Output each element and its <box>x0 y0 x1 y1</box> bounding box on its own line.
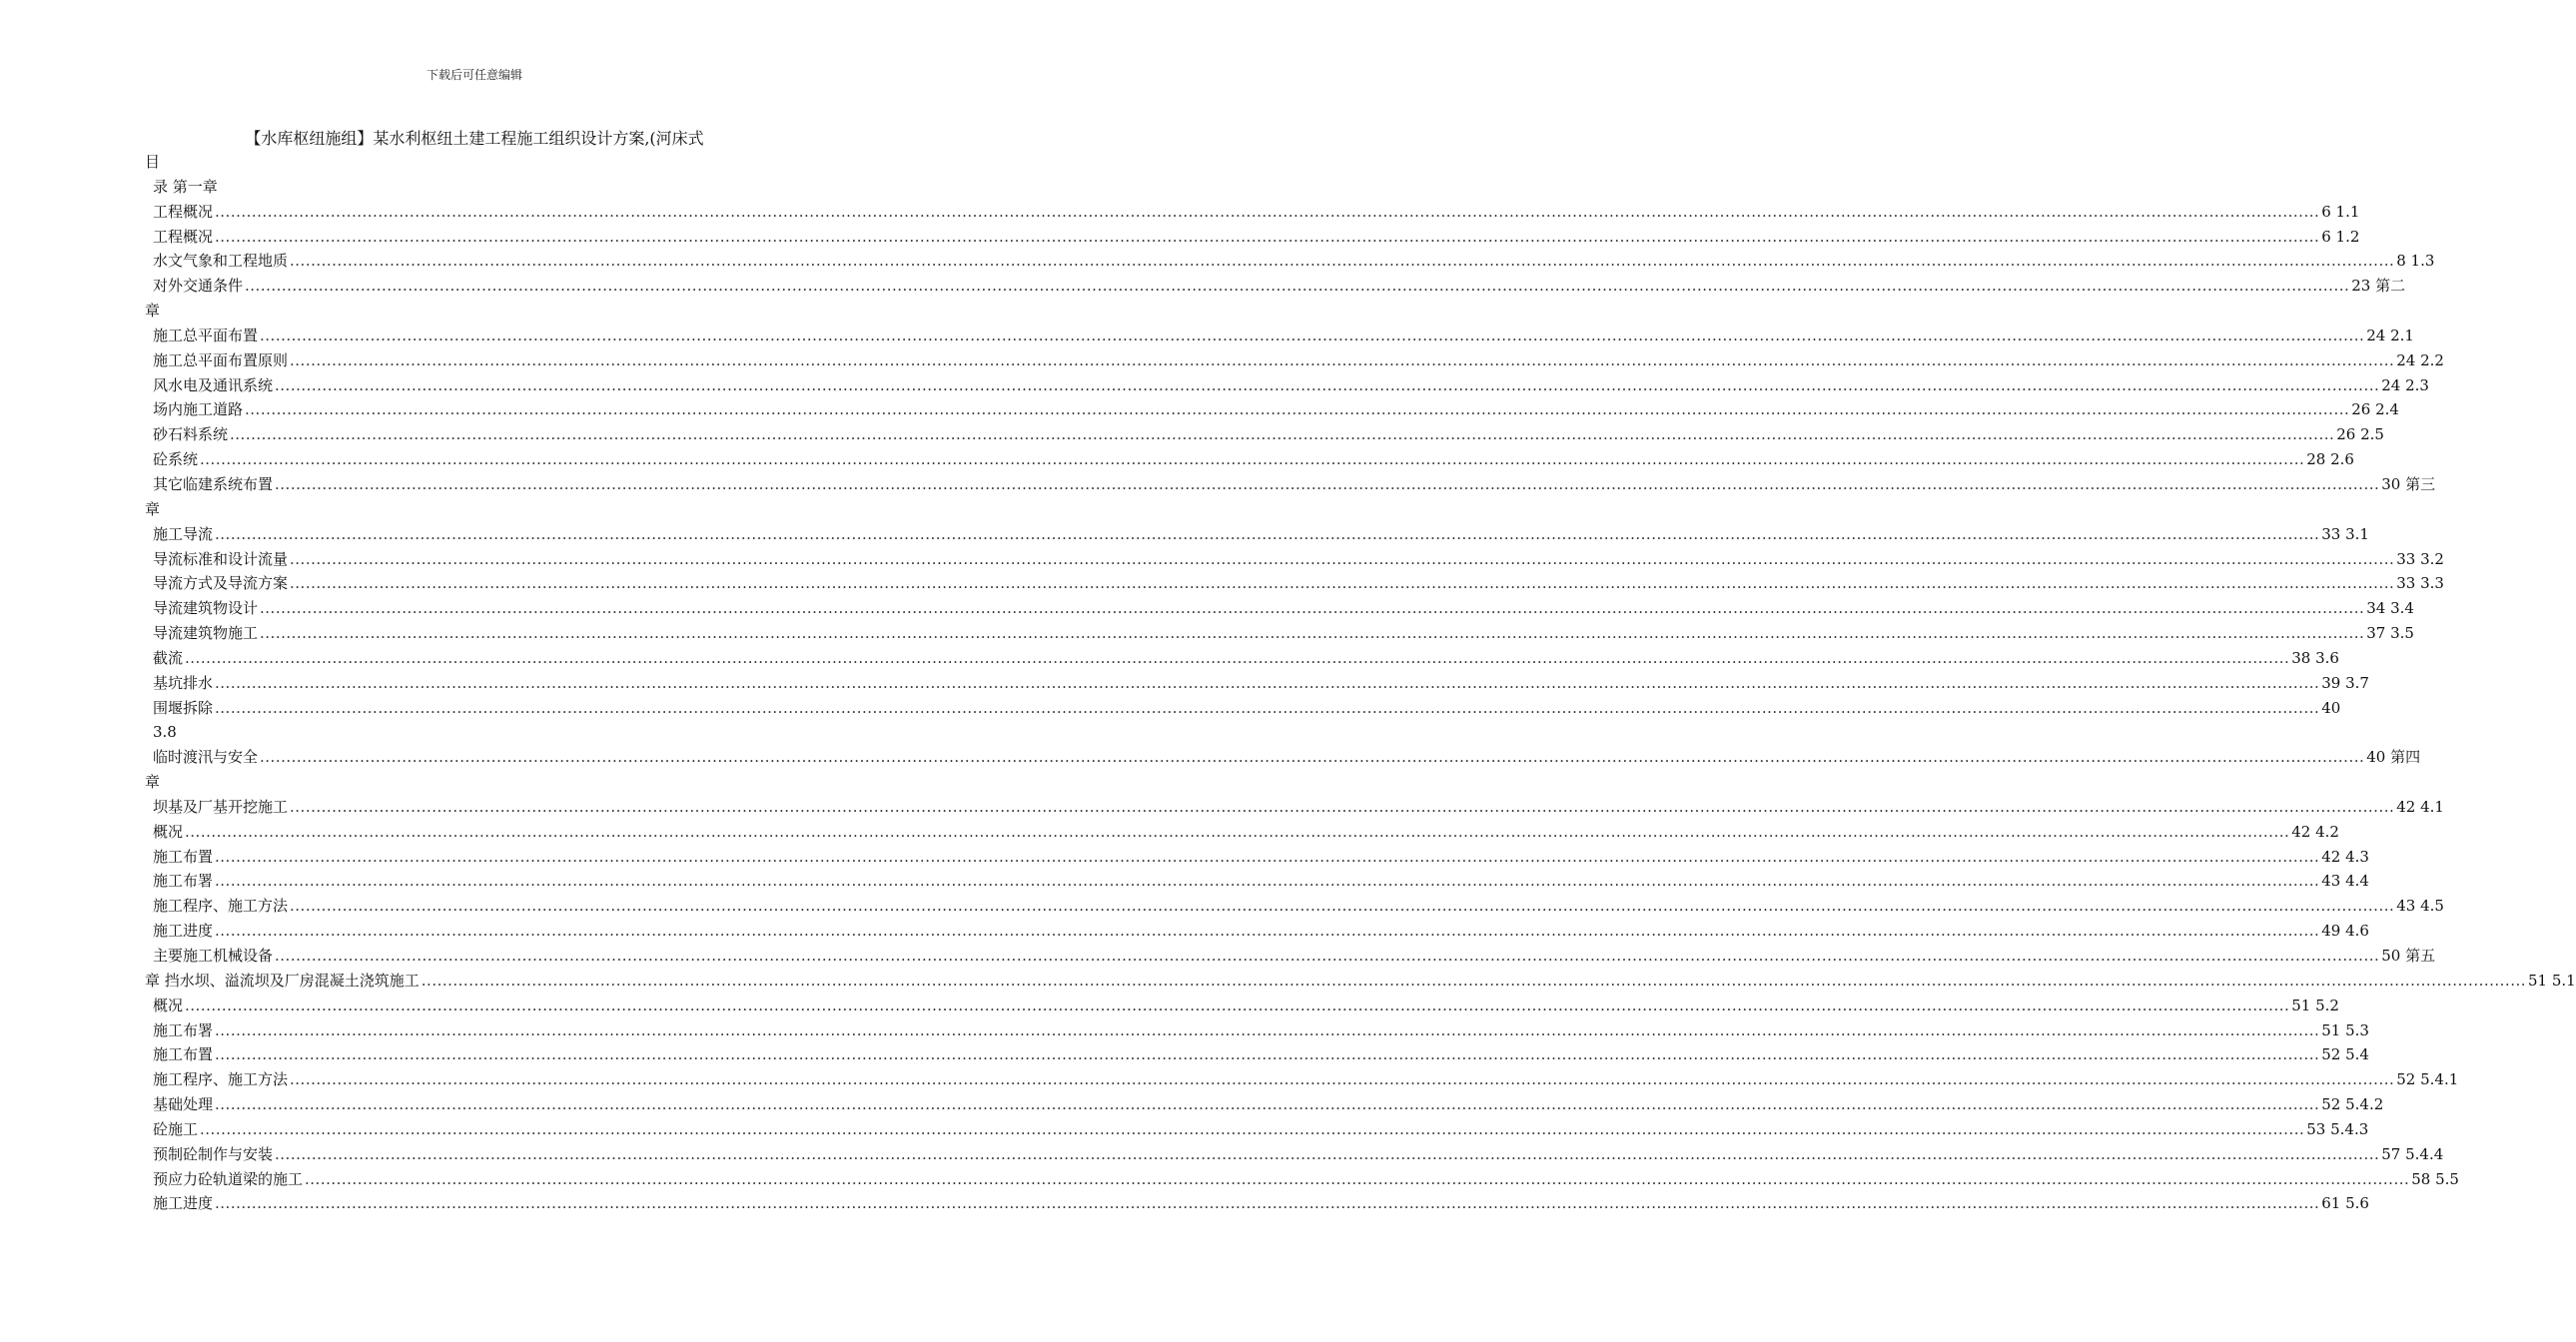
toc-leader-dots: ................................................................................................................................................................................................................................................................................................................................................................................................................ <box>290 252 2395 271</box>
toc-page-number: 8 1.3 <box>2394 249 2434 274</box>
toc-leader-dots: ................................................................................................................................................................................................................................................................................................................................................................................................................ <box>275 1144 2380 1163</box>
toc-page-number: 37 3.5 <box>2364 621 2414 646</box>
toc-leader-dots: ................................................................................................................................................................................................................................................................................................................................................................................................................ <box>305 1169 2410 1188</box>
toc-entry-title: 概况 <box>153 820 185 845</box>
toc-entry-title: 施工布署 <box>153 869 215 894</box>
toc-entry-title: 砼施工 <box>153 1117 200 1142</box>
toc-leader-dots: ................................................................................................................................................................................................................................................................................................................................................................................................................ <box>215 202 2320 221</box>
toc-entry <box>145 397 2399 422</box>
toc-entry <box>145 299 814 324</box>
toc-page-number: 52 5.4 <box>2319 1042 2369 1067</box>
toc-entry-title: 对外交通条件 <box>153 274 245 299</box>
toc-leader-dots: ................................................................................................................................................................................................................................................................................................................................................................................................................ <box>215 227 2320 246</box>
toc-leader-dots: ................................................................................................................................................................................................................................................................................................................................................................................................................ <box>215 1045 2320 1064</box>
toc-entry-title: 施工布置 <box>153 845 215 870</box>
toc-entry <box>145 522 2369 547</box>
toc-entry <box>145 324 2414 348</box>
toc-leader-dots: ................................................................................................................................................................................................................................................................................................................................................................................................................ <box>290 1070 2395 1089</box>
toc-leader-dots: ................................................................................................................................................................................................................................................................................................................................................................................................................ <box>215 847 2320 866</box>
toc-leader-dots: ................................................................................................................................................................................................................................................................................................................................................................................................................ <box>245 277 2350 296</box>
toc-page-number: 28 2.6 <box>2304 447 2354 472</box>
toc-entry <box>145 1042 2369 1067</box>
toc-page-number: 30 第三 <box>2379 472 2435 497</box>
toc-page-number: 24 2.2 <box>2394 348 2444 373</box>
toc-entry <box>145 994 2339 1018</box>
toc-page-number: 57 5.4.4 <box>2379 1142 2443 1167</box>
toc-page-number: 50 第五 <box>2379 944 2435 969</box>
toc-entry <box>145 571 2444 596</box>
toc-entry-title: 施工程序、施工方法 <box>153 1067 290 1092</box>
toc-leader-dots: ................................................................................................................................................................................................................................................................................................................................................................................................................ <box>215 872 2320 891</box>
toc-entry <box>145 596 2414 621</box>
toc-entry-title: 概况 <box>153 994 185 1018</box>
toc-entry-title: 导流建筑物施工 <box>153 621 260 646</box>
toc-page-number: 39 3.7 <box>2319 671 2369 696</box>
toc-entry-title: 施工导流 <box>153 522 215 547</box>
toc-leader-dots: ................................................................................................................................................................................................................................................................................................................................................................................................................ <box>185 996 2290 1014</box>
toc-leader-dots: ................................................................................................................................................................................................................................................................................................................................................................................................................ <box>290 350 2395 369</box>
toc-page-number: 53 5.4.3 <box>2304 1117 2368 1142</box>
toc-entry <box>145 175 814 200</box>
toc-entry <box>145 225 2360 250</box>
toc-page-number: 26 2.5 <box>2334 422 2384 447</box>
toc-page-number: 42 4.1 <box>2394 795 2444 820</box>
toc-entry <box>145 373 2429 398</box>
toc-entry-title: 坝基及厂基开挖施工 <box>153 795 290 820</box>
toc-entry-title: 水文气象和工程地质 <box>153 249 290 274</box>
toc-entry <box>145 1142 2444 1167</box>
toc-leader-dots: ................................................................................................................................................................................................................................................................................................................................................................................................................ <box>215 1095 2320 1114</box>
toc-page-number: 24 2.1 <box>2364 324 2414 348</box>
toc-leader-dots: ................................................................................................................................................................................................................................................................................................................................................................................................................ <box>215 922 2320 941</box>
toc-entry-title: 目 <box>145 153 161 171</box>
toc-entry <box>145 696 2341 721</box>
toc-entry-title: 临时渡汛与安全 <box>153 745 260 770</box>
toc-entry <box>145 422 2384 447</box>
toc-leader-dots: ................................................................................................................................................................................................................................................................................................................................................................................................................ <box>260 748 2365 767</box>
toc-entry <box>145 1167 2459 1192</box>
toc-entry-title: 主要施工机械设备 <box>153 944 275 969</box>
toc-entry-title: 施工进度 <box>153 919 215 944</box>
toc-entry <box>145 497 814 522</box>
toc-leader-dots: ................................................................................................................................................................................................................................................................................................................................................................................................................ <box>275 947 2380 965</box>
toc-page-number: 33 3.2 <box>2394 547 2444 572</box>
toc-leader-dots: ................................................................................................................................................................................................................................................................................................................................................................................................................ <box>260 326 2365 344</box>
toc-leader-dots: ................................................................................................................................................................................................................................................................................................................................................................................................................ <box>185 822 2290 841</box>
toc-page-number: 34 3.4 <box>2364 596 2414 621</box>
toc-entry <box>145 348 2444 373</box>
toc-entry <box>145 869 2369 894</box>
page-header: 下载后可任意编辑 <box>426 68 522 82</box>
toc-page-number: 49 4.6 <box>2319 919 2369 944</box>
toc-entry-title: 工程概况 <box>153 225 215 250</box>
toc-entry-title: 施工布置 <box>153 1042 215 1067</box>
toc-entry-title: 工程概况 <box>153 200 215 225</box>
toc-entry-title: 风水电及通讯系统 <box>153 373 275 398</box>
toc-entry-title: 施工布署 <box>153 1018 215 1043</box>
toc-page-number: 40 第四 <box>2364 745 2420 770</box>
toc-leader-dots: ................................................................................................................................................................................................................................................................................................................................................................................................................ <box>260 599 2365 618</box>
toc-entry <box>145 894 2444 919</box>
toc-leader-dots: ................................................................................................................................................................................................................................................................................................................................................................................................................ <box>290 797 2395 816</box>
toc-entry-title: 施工总平面布置原则 <box>153 348 290 373</box>
toc-page-number: 61 5.6 <box>2319 1191 2369 1216</box>
toc-entry <box>145 472 2436 497</box>
toc-entry-title: 预制砼制作与安装 <box>153 1142 275 1167</box>
toc-page-number: 51 5.2 <box>2289 994 2339 1018</box>
toc-entry <box>145 1092 2384 1117</box>
toc-entry-title: 基础处理 <box>153 1092 215 1117</box>
toc-leader-dots: ................................................................................................................................................................................................................................................................................................................................................................................................................ <box>245 400 2350 419</box>
toc-page-number: 58 5.5 <box>2409 1167 2459 1192</box>
toc-entry-title: 围堰拆除 <box>153 696 215 721</box>
toc-entry <box>145 621 2414 646</box>
toc-entry <box>145 745 2421 770</box>
toc-entry <box>145 845 2369 870</box>
toc-entry <box>145 1191 2369 1216</box>
toc-page-number: 42 4.2 <box>2289 820 2339 845</box>
toc-entry-title: 导流方式及导流方案 <box>153 571 290 596</box>
toc-entry <box>145 944 2436 969</box>
toc-entry <box>145 969 2576 994</box>
toc-leader-dots: ................................................................................................................................................................................................................................................................................................................................................................................................................ <box>290 574 2395 593</box>
toc-leader-dots: ................................................................................................................................................................................................................................................................................................................................................................................................................ <box>215 1194 2320 1213</box>
toc-leader-dots: ................................................................................................................................................................................................................................................................................................................................................................................................................ <box>215 698 2320 717</box>
toc-leader-dots: ................................................................................................................................................................................................................................................................................................................................................................................................................ <box>200 1119 2305 1138</box>
toc-leader-dots: ................................................................................................................................................................................................................................................................................................................................................................................................................ <box>215 524 2320 543</box>
toc-entry-title: 章 挡水坝、溢流坝及厂房混凝土浇筑施工 <box>145 969 422 994</box>
toc-page-number: 6 1.2 <box>2319 225 2359 250</box>
toc-page-number: 23 第二 <box>2349 274 2405 299</box>
toc-leader-dots: ................................................................................................................................................................................................................................................................................................................................................................................................................ <box>200 450 2305 469</box>
toc-page-number: 24 2.3 <box>2379 373 2429 398</box>
toc-entry-title: 导流建筑物设计 <box>153 596 260 621</box>
toc-entry-title: 导流标准和设计流量 <box>153 547 290 572</box>
toc-entry-title: 章 <box>145 773 161 792</box>
toc-entry <box>145 249 2435 274</box>
toc-entry-title: 砂石料系统 <box>153 422 230 447</box>
toc-entry-title: 施工程序、施工方法 <box>153 894 290 919</box>
toc-page-number: 43 4.4 <box>2319 869 2369 894</box>
toc-entry <box>145 547 2444 572</box>
toc-page-number: 51 5.3 <box>2319 1018 2369 1043</box>
toc-leader-dots: ................................................................................................................................................................................................................................................................................................................................................................................................................ <box>290 549 2395 568</box>
toc-leader-dots: ................................................................................................................................................................................................................................................................................................................................................................................................................ <box>185 648 2290 667</box>
toc-entry-title: 截流 <box>153 646 185 671</box>
toc-entry <box>145 447 2354 472</box>
toc-entry <box>145 671 2369 696</box>
toc-page-number: 38 3.6 <box>2289 646 2339 671</box>
toc-entry-title: 施工总平面布置 <box>153 324 260 348</box>
toc-page-number: 33 3.3 <box>2394 571 2444 596</box>
document-title: 【水库枢纽施组】某水利枢纽土建工程施工组织设计方案,(河床式 <box>245 129 704 148</box>
toc-entry <box>145 200 2360 225</box>
toc-entry <box>145 646 2339 671</box>
toc-page-number: 6 1.1 <box>2319 200 2359 225</box>
toc-entry <box>145 150 814 175</box>
toc-page-number: 40 <box>2319 696 2340 721</box>
toc-page-number: 51 5.1 <box>2526 969 2576 994</box>
toc-entry <box>145 795 2444 820</box>
toc-leader-dots: ................................................................................................................................................................................................................................................................................................................................................................................................................ <box>421 971 2527 990</box>
toc-page-number: 33 3.1 <box>2319 522 2369 547</box>
toc-entry-title: 3.8 <box>153 723 177 742</box>
toc-entry <box>145 1018 2369 1043</box>
toc-entry-title: 场内施工道路 <box>153 397 245 422</box>
toc-entry-title: 基坑排水 <box>153 671 215 696</box>
toc-entry <box>145 820 2339 845</box>
toc-leader-dots: ................................................................................................................................................................................................................................................................................................................................................................................................................ <box>260 624 2365 643</box>
toc-entry <box>145 1067 2459 1092</box>
toc-entry <box>145 274 2406 299</box>
toc-leader-dots: ................................................................................................................................................................................................................................................................................................................................................................................................................ <box>215 1020 2320 1039</box>
table-of-contents <box>145 150 2576 1216</box>
toc-leader-dots: ................................................................................................................................................................................................................................................................................................................................................................................................................ <box>275 474 2380 493</box>
toc-entry-title: 施工进度 <box>153 1191 215 1216</box>
toc-entry <box>145 720 814 745</box>
toc-entry-title: 砼系统 <box>153 447 200 472</box>
toc-page-number: 26 2.4 <box>2349 397 2399 422</box>
toc-entry <box>145 770 814 795</box>
toc-entry-title: 章 <box>145 302 161 321</box>
toc-leader-dots: ................................................................................................................................................................................................................................................................................................................................................................................................................ <box>275 375 2380 394</box>
toc-page-number: 52 5.4.2 <box>2319 1092 2383 1117</box>
toc-entry <box>145 919 2369 944</box>
toc-entry-title: 预应力砼轨道梁的施工 <box>153 1167 305 1192</box>
toc-page-number: 43 4.5 <box>2394 894 2444 919</box>
toc-page-number: 52 5.4.1 <box>2394 1067 2458 1092</box>
toc-entry-title: 录 第一章 <box>153 177 218 196</box>
toc-entry <box>145 1117 2369 1142</box>
toc-leader-dots: ................................................................................................................................................................................................................................................................................................................................................................................................................ <box>215 673 2320 692</box>
toc-page-number: 42 4.3 <box>2319 845 2369 870</box>
toc-entry-title: 章 <box>145 499 161 518</box>
toc-leader-dots: ................................................................................................................................................................................................................................................................................................................................................................................................................ <box>230 425 2335 444</box>
toc-entry-title: 其它临建系统布置 <box>153 472 275 497</box>
toc-leader-dots: ................................................................................................................................................................................................................................................................................................................................................................................................................ <box>290 897 2395 916</box>
